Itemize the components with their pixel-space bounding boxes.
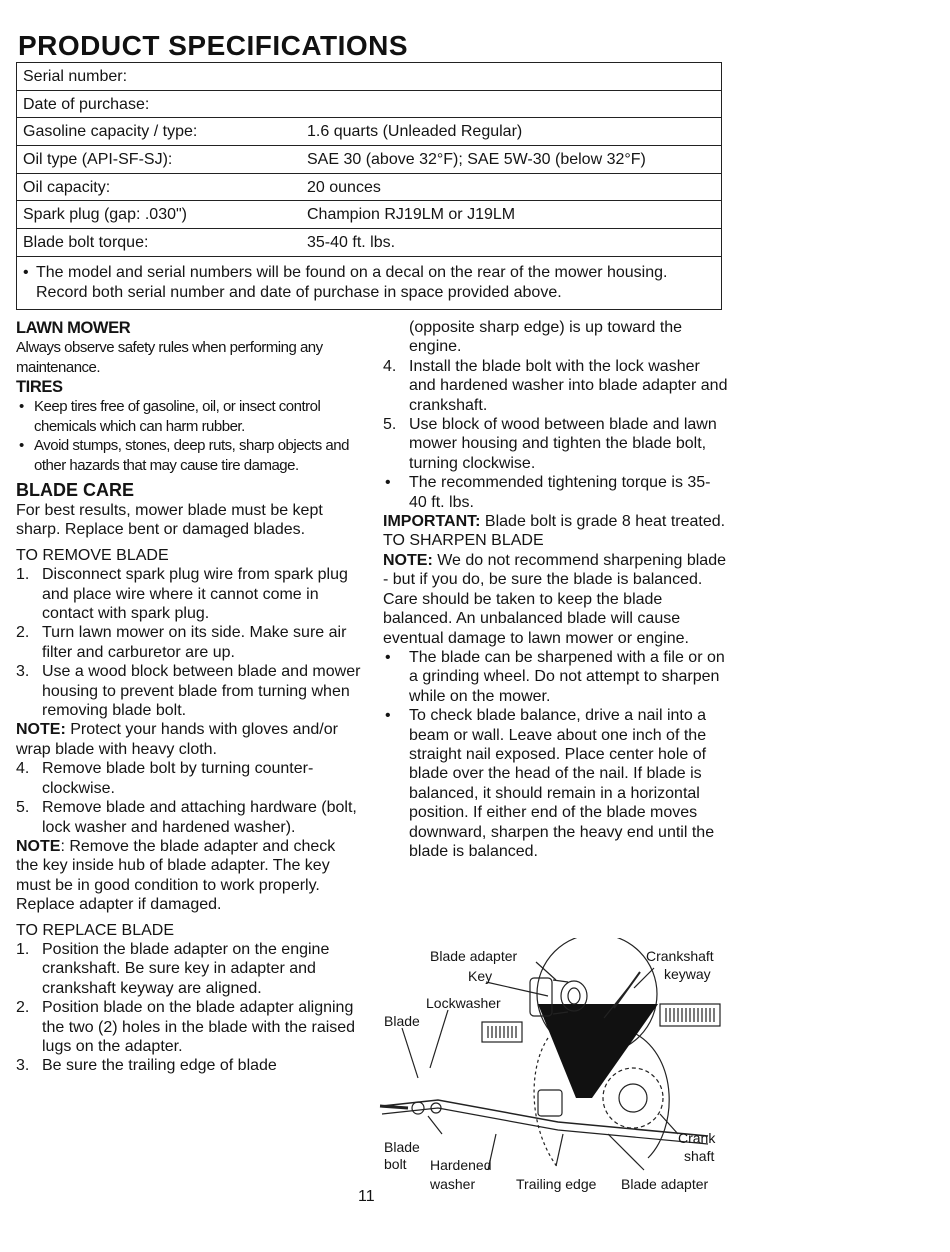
leader-key	[486, 982, 548, 996]
label-blade-top: Blade	[384, 1013, 420, 1029]
replace-blade-heading: TO REPLACE BLADE	[16, 921, 174, 939]
replace-step	[16, 998, 361, 1056]
spec-label: Gasoline capacity / type:	[23, 123, 198, 141]
spec-note	[17, 257, 721, 309]
step-text: Be sure the trailing edge of blade	[42, 1057, 277, 1075]
label-lockwasher: Lockwasher	[426, 995, 501, 1011]
note-paragraph	[16, 720, 361, 759]
note-label: NOTE:	[383, 551, 433, 569]
adapter-key	[568, 988, 580, 1004]
spec-label: Oil type (API-SF-SJ):	[23, 151, 173, 169]
sharpen-bullet	[383, 648, 728, 706]
leader-crank-shaft	[660, 1114, 678, 1134]
spec-row	[17, 229, 721, 257]
step-text: Use a wood block between blade and mower housing to prevent blade from turning when removing blade bolt.	[42, 663, 361, 720]
important-label: IMPORTANT:	[383, 513, 481, 531]
leader-blade-top	[402, 1028, 418, 1078]
remove-step	[16, 759, 361, 798]
step-text: Position blade on the blade adapter aligning the two (2) holes in the blade with the raised lugs on the adapter.	[42, 999, 356, 1055]
note-text: We do not recommend sharpening blade - but if you do, be sure the blade is balanced.	[383, 551, 726, 589]
tires-bullet-text: Keep tires free of gasoline, oil, or insect control chemicals which can harm rubber.	[34, 398, 321, 435]
label-shaft: shaft	[684, 1148, 715, 1164]
note-label: NOTE:	[16, 721, 66, 739]
tires-heading: TIRES	[16, 378, 63, 396]
bullet-text: To check blade balance, drive a nail into a beam or wall. Leave about one inch of the straight nail exposed. Place center hole of blade over the head of the nail. If blade is balanced, it should remain in a horizontal position. If either end of the blade moves downward, sharpen the heavy end until the blade is balanced.	[409, 707, 715, 860]
spec-row	[17, 118, 721, 146]
step-text: Remove blade bolt by turning counter-clockwise.	[42, 760, 314, 797]
spec-value: 35-40 ft. lbs.	[307, 234, 396, 252]
note-paragraph	[383, 551, 728, 590]
leader-trailing-edge	[556, 1134, 563, 1166]
bullet-mark: •	[23, 263, 29, 281]
leader-lockwasher	[430, 1010, 448, 1068]
replace-step	[383, 357, 728, 415]
step-number: 1.	[16, 566, 30, 584]
leader-crankshaft-keyway	[634, 968, 654, 988]
step-number: 5.	[16, 799, 30, 817]
remove-blade-heading: TO REMOVE BLADE	[16, 546, 169, 564]
page-title: PRODUCT SPECIFICATIONS	[18, 30, 409, 61]
step-text: (opposite sharp edge) is up toward the engine.	[409, 319, 683, 356]
step-number: 2.	[16, 624, 30, 642]
step-number: 2.	[16, 999, 30, 1017]
label-crankshaft: Crankshaft	[646, 948, 714, 964]
sharpen-bullet	[383, 706, 728, 861]
replace-step	[16, 940, 361, 998]
replace-step	[16, 1056, 361, 1075]
right-column	[383, 318, 728, 861]
label-trailing-edge: Trailing edge	[516, 1176, 597, 1192]
spec-row	[17, 201, 721, 229]
bullet-mark: •	[385, 707, 391, 725]
step-text: Use block of wood between blade and lawn mower housing and tighten the blade bolt, turning clockwise.	[409, 416, 717, 472]
step-number: 3.	[16, 663, 30, 681]
bullet-mark: •	[19, 437, 24, 454]
spec-value: 1.6 quarts (Unleaded Regular)	[307, 123, 523, 141]
sharpen-blade-heading: TO SHARPEN BLADE	[383, 532, 544, 550]
label-blade-adapter-bottom: Blade adapter	[621, 1176, 709, 1192]
detail-funnel	[538, 1004, 658, 1098]
label-blade-adapter-top: Blade adapter	[430, 948, 518, 964]
spec-row	[17, 146, 721, 174]
spec-row	[17, 63, 721, 91]
label-key: Key	[468, 968, 493, 984]
label-keyway: keyway	[664, 966, 711, 982]
spec-label: Date of purchase:	[23, 95, 150, 113]
blade-assembly-diagram	[378, 938, 728, 1198]
step-text: Remove blade and attaching hardware (bolt, lock washer and hardened washer).	[42, 799, 357, 836]
note-paragraph	[16, 837, 361, 915]
step-number: 1.	[16, 940, 30, 958]
tires-bullet-text: Avoid stumps, stones, deep ruts, sharp objects and other hazards that may cause tire damage.	[34, 437, 349, 474]
bullet-mark: •	[385, 648, 391, 666]
spec-row	[17, 91, 721, 119]
remove-step	[16, 565, 361, 623]
step-text: Disconnect spark plug wire from spark plug and place wire where it cannot come in contact with spark plug.	[42, 566, 348, 623]
remove-step	[16, 662, 361, 720]
label-crank: Crank	[678, 1130, 716, 1146]
remove-step	[16, 798, 361, 837]
spec-label: Blade bolt torque:	[23, 234, 149, 252]
torque-bullet	[383, 473, 728, 512]
adapter-lower	[538, 1090, 562, 1116]
spec-label: Serial number:	[23, 68, 128, 85]
tires-bullet	[16, 397, 361, 436]
label-hardened: Hardened	[430, 1157, 492, 1173]
remove-step	[16, 623, 361, 662]
label-blade-bolt-2: bolt	[384, 1156, 407, 1172]
leader-blade-adapter-bottom	[608, 1134, 644, 1170]
note-text: : Remove the blade adapter and check the key inside hub of blade adapter. The key must be in good condition to work properly. Replace adapter if damaged.	[16, 837, 336, 914]
care-paragraph: Care should be taken to keep the blade balanced. An unbalanced blade will cause eventual damage to lawn mower or engine.	[383, 590, 689, 647]
spec-value: 20 ounces	[307, 178, 381, 196]
step-text: Turn lawn mower on its side. Make sure air filter and carburetor are up.	[42, 624, 347, 661]
step-text: Install the blade bolt with the lock washer and hardened washer into blade adapter and crankshaft.	[409, 357, 728, 414]
blade-care-heading: BLADE CARE	[16, 480, 135, 500]
lawn-mower-heading: LAWN MOWER	[16, 319, 131, 337]
replace-step-continued	[383, 318, 728, 357]
label-washer: washer	[430, 1176, 476, 1192]
bullet-text: The blade can be sharpened with a file or on a grinding wheel. Do not attempt to sharpen while on the mower.	[409, 648, 725, 705]
spec-label: Oil capacity:	[23, 178, 111, 196]
page-number: 11	[358, 1188, 375, 1205]
step-number: 3.	[16, 1057, 30, 1075]
leader-blade-bolt	[428, 1116, 442, 1134]
important-text: Blade bolt is grade 8 heat treated.	[480, 513, 726, 531]
bullet-text: The recommended tightening torque is 35-40 ft. lbs.	[409, 474, 711, 511]
note-text: Protect your hands with gloves and/or wrap blade with heavy cloth.	[16, 721, 338, 758]
note-label: NOTE	[16, 837, 61, 855]
label-blade-bolt-1: Blade	[384, 1139, 420, 1155]
lawn-mower-intro: Always observe safety rules when performing any maintenance.	[16, 339, 323, 376]
spec-table	[16, 62, 722, 310]
important-paragraph	[383, 512, 728, 531]
spec-label: Spark plug (gap: .030")	[23, 206, 187, 224]
step-text: Position the blade adapter on the engine crankshaft. Be sure key in adapter and crankshaft keyway are aligned.	[42, 940, 330, 997]
blade-shape	[382, 1100, 708, 1136]
replace-step	[383, 415, 728, 473]
blade-bolt-shape	[380, 1106, 408, 1108]
bullet-mark: •	[385, 474, 391, 492]
spec-note-text: The model and serial numbers will be found on a decal on the rear of the mower housing. Record both serial number and date of purchase in space provided above.	[36, 263, 668, 301]
step-number: 4.	[383, 357, 397, 375]
blade-care-intro: For best results, mower blade must be kept sharp. Replace bent or damaged blades.	[16, 502, 323, 539]
tires-bullet	[16, 436, 361, 475]
step-number: 5.	[383, 416, 397, 434]
spec-value: SAE 30 (above 32°F); SAE 5W-30 (below 32°F)	[307, 151, 646, 169]
bullet-mark: •	[19, 398, 24, 415]
left-column	[16, 318, 361, 1076]
spec-value: Champion RJ19LM or J19LM	[307, 206, 516, 224]
wheel-shape	[603, 1068, 663, 1128]
spec-row	[17, 174, 721, 202]
step-number: 4.	[16, 760, 30, 778]
